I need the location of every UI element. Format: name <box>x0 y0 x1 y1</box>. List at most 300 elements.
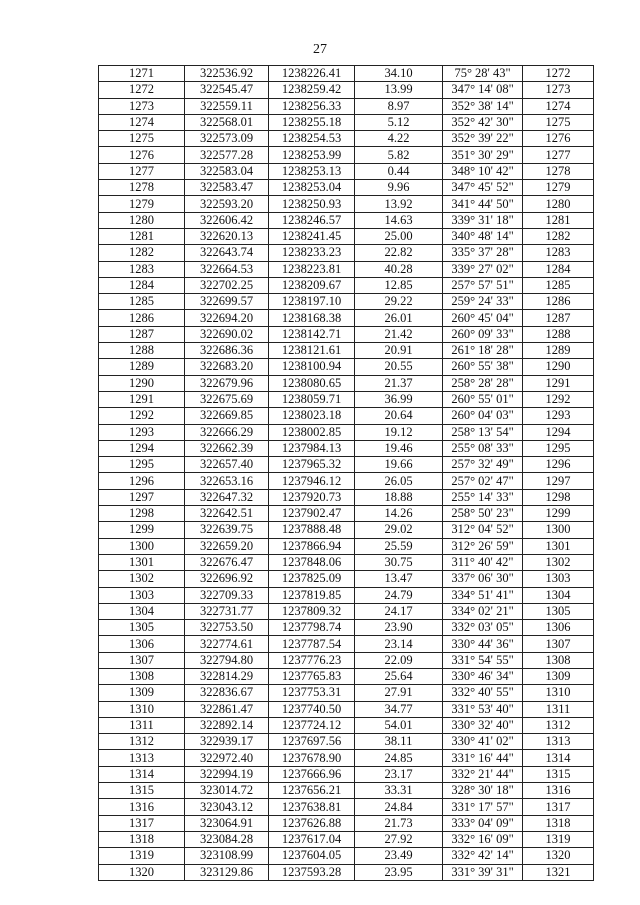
point-number-cell: 1317 <box>99 815 185 831</box>
next-point-number-cell: 1308 <box>523 652 594 668</box>
x-coordinate-cell: 322669.85 <box>185 408 269 424</box>
distance-cell: 20.55 <box>355 359 443 375</box>
table-row <box>99 294 594 310</box>
distance-cell: 20.64 <box>355 408 443 424</box>
bearing-cell: 330° 41' 02" <box>443 734 523 750</box>
table-row <box>99 522 594 538</box>
y-coordinate-cell: 1237888.48 <box>269 522 355 538</box>
bearing-cell: 258° 50' 23" <box>443 506 523 522</box>
y-coordinate-cell: 1237626.88 <box>269 815 355 831</box>
point-number-cell: 1299 <box>99 522 185 538</box>
point-number-cell: 1281 <box>99 228 185 244</box>
bearing-cell: 331° 54' 55" <box>443 652 523 668</box>
next-point-number-cell: 1280 <box>523 196 594 212</box>
next-point-number-cell: 1304 <box>523 587 594 603</box>
table-row <box>99 538 594 554</box>
next-point-number-cell: 1286 <box>523 294 594 310</box>
next-point-number-cell: 1321 <box>523 864 594 880</box>
x-coordinate-cell: 323129.86 <box>185 864 269 880</box>
y-coordinate-cell: 1237617.04 <box>269 831 355 847</box>
x-coordinate-cell: 323064.91 <box>185 815 269 831</box>
point-number-cell: 1288 <box>99 343 185 359</box>
next-point-number-cell: 1279 <box>523 180 594 196</box>
table-row <box>99 815 594 831</box>
x-coordinate-cell: 322639.75 <box>185 522 269 538</box>
y-coordinate-cell: 1237724.12 <box>269 717 355 733</box>
y-coordinate-cell: 1238241.45 <box>269 228 355 244</box>
distance-cell: 12.85 <box>355 277 443 293</box>
bearing-cell: 260° 45' 04" <box>443 310 523 326</box>
bearing-cell: 312° 26' 59" <box>443 538 523 554</box>
point-number-cell: 1286 <box>99 310 185 326</box>
y-coordinate-cell: 1237946.12 <box>269 473 355 489</box>
distance-cell: 54.01 <box>355 717 443 733</box>
y-coordinate-cell: 1237604.05 <box>269 848 355 864</box>
table-row <box>99 212 594 228</box>
x-coordinate-cell: 322577.28 <box>185 147 269 163</box>
bearing-cell: 311° 40' 42" <box>443 554 523 570</box>
next-point-number-cell: 1297 <box>523 473 594 489</box>
bearing-cell: 255° 14' 33" <box>443 489 523 505</box>
bearing-cell: 335° 37' 28" <box>443 245 523 261</box>
y-coordinate-cell: 1238168.38 <box>269 310 355 326</box>
bearing-cell: 334° 51' 41" <box>443 587 523 603</box>
table-row <box>99 701 594 717</box>
y-coordinate-cell: 1238255.18 <box>269 114 355 130</box>
x-coordinate-cell: 322606.42 <box>185 212 269 228</box>
table-row <box>99 831 594 847</box>
x-coordinate-cell: 322659.20 <box>185 538 269 554</box>
table-row <box>99 180 594 196</box>
x-coordinate-cell: 322643.74 <box>185 245 269 261</box>
table-row <box>99 620 594 636</box>
distance-cell: 23.14 <box>355 636 443 652</box>
y-coordinate-cell: 1237902.47 <box>269 506 355 522</box>
x-coordinate-cell: 322583.04 <box>185 163 269 179</box>
bearing-cell: 257° 32' 49" <box>443 457 523 473</box>
next-point-number-cell: 1313 <box>523 734 594 750</box>
table-row <box>99 717 594 733</box>
bearing-cell: 340° 48' 14" <box>443 228 523 244</box>
bearing-cell: 332° 16' 09" <box>443 831 523 847</box>
y-coordinate-cell: 1237984.13 <box>269 440 355 456</box>
distance-cell: 18.88 <box>355 489 443 505</box>
bearing-cell: 352° 42' 30" <box>443 114 523 130</box>
x-coordinate-cell: 322679.96 <box>185 375 269 391</box>
point-number-cell: 1294 <box>99 440 185 456</box>
point-number-cell: 1291 <box>99 391 185 407</box>
x-coordinate-cell: 322696.92 <box>185 571 269 587</box>
distance-cell: 29.02 <box>355 522 443 538</box>
next-point-number-cell: 1296 <box>523 457 594 473</box>
y-coordinate-cell: 1237753.31 <box>269 685 355 701</box>
y-coordinate-cell: 1237740.50 <box>269 701 355 717</box>
bearing-cell: 337° 06' 30" <box>443 571 523 587</box>
distance-cell: 5.82 <box>355 147 443 163</box>
next-point-number-cell: 1306 <box>523 620 594 636</box>
bearing-cell: 348° 10' 42" <box>443 163 523 179</box>
distance-cell: 29.22 <box>355 294 443 310</box>
distance-cell: 13.47 <box>355 571 443 587</box>
distance-cell: 14.26 <box>355 506 443 522</box>
table-row <box>99 391 594 407</box>
bearing-cell: 332° 03' 05" <box>443 620 523 636</box>
table-row <box>99 196 594 212</box>
point-number-cell: 1302 <box>99 571 185 587</box>
bearing-cell: 331° 16' 44" <box>443 750 523 766</box>
point-number-cell: 1304 <box>99 603 185 619</box>
point-number-cell: 1308 <box>99 668 185 684</box>
bearing-cell: 352° 39' 22" <box>443 131 523 147</box>
point-number-cell: 1274 <box>99 114 185 130</box>
y-coordinate-cell: 1238253.04 <box>269 180 355 196</box>
y-coordinate-cell: 1238059.71 <box>269 391 355 407</box>
table-row <box>99 489 594 505</box>
distance-cell: 38.11 <box>355 734 443 750</box>
x-coordinate-cell: 322657.40 <box>185 457 269 473</box>
table-row <box>99 799 594 815</box>
y-coordinate-cell: 1237765.83 <box>269 668 355 684</box>
point-number-cell: 1313 <box>99 750 185 766</box>
x-coordinate-cell: 322559.11 <box>185 98 269 114</box>
bearing-cell: 330° 32' 40" <box>443 717 523 733</box>
distance-cell: 22.09 <box>355 652 443 668</box>
table-row <box>99 864 594 880</box>
distance-cell: 13.99 <box>355 82 443 98</box>
distance-cell: 14.63 <box>355 212 443 228</box>
next-point-number-cell: 1274 <box>523 98 594 114</box>
x-coordinate-cell: 322536.92 <box>185 66 269 82</box>
distance-cell: 23.90 <box>355 620 443 636</box>
table-row <box>99 668 594 684</box>
next-point-number-cell: 1307 <box>523 636 594 652</box>
x-coordinate-cell: 322753.50 <box>185 620 269 636</box>
distance-cell: 21.37 <box>355 375 443 391</box>
next-point-number-cell: 1277 <box>523 147 594 163</box>
point-number-cell: 1273 <box>99 98 185 114</box>
next-point-number-cell: 1272 <box>523 66 594 82</box>
next-point-number-cell: 1303 <box>523 571 594 587</box>
y-coordinate-cell: 1238254.53 <box>269 131 355 147</box>
next-point-number-cell: 1281 <box>523 212 594 228</box>
y-coordinate-cell: 1237678.90 <box>269 750 355 766</box>
next-point-number-cell: 1300 <box>523 522 594 538</box>
bearing-cell: 334° 02' 21" <box>443 603 523 619</box>
table-row <box>99 848 594 864</box>
bearing-cell: 351° 30' 29" <box>443 147 523 163</box>
point-number-cell: 1287 <box>99 326 185 342</box>
next-point-number-cell: 1292 <box>523 391 594 407</box>
table-row <box>99 424 594 440</box>
table-row <box>99 408 594 424</box>
table-row <box>99 98 594 114</box>
distance-cell: 30.75 <box>355 554 443 570</box>
next-point-number-cell: 1311 <box>523 701 594 717</box>
point-number-cell: 1301 <box>99 554 185 570</box>
point-number-cell: 1315 <box>99 783 185 799</box>
y-coordinate-cell: 1237920.73 <box>269 489 355 505</box>
distance-cell: 36.99 <box>355 391 443 407</box>
point-number-cell: 1272 <box>99 82 185 98</box>
y-coordinate-cell: 1238259.42 <box>269 82 355 98</box>
x-coordinate-cell: 322545.47 <box>185 82 269 98</box>
point-number-cell: 1311 <box>99 717 185 733</box>
next-point-number-cell: 1298 <box>523 489 594 505</box>
distance-cell: 23.49 <box>355 848 443 864</box>
table-row <box>99 375 594 391</box>
bearing-cell: 352° 38' 14" <box>443 98 523 114</box>
distance-cell: 34.10 <box>355 66 443 82</box>
x-coordinate-cell: 322892.14 <box>185 717 269 733</box>
point-number-cell: 1296 <box>99 473 185 489</box>
next-point-number-cell: 1319 <box>523 831 594 847</box>
point-number-cell: 1290 <box>99 375 185 391</box>
point-number-cell: 1305 <box>99 620 185 636</box>
bearing-cell: 347° 45' 52" <box>443 180 523 196</box>
x-coordinate-cell: 322939.17 <box>185 734 269 750</box>
next-point-number-cell: 1284 <box>523 261 594 277</box>
next-point-number-cell: 1282 <box>523 228 594 244</box>
x-coordinate-cell: 322642.51 <box>185 506 269 522</box>
point-number-cell: 1310 <box>99 701 185 717</box>
x-coordinate-cell: 323014.72 <box>185 783 269 799</box>
x-coordinate-cell: 322573.09 <box>185 131 269 147</box>
bearing-cell: 339° 27' 02" <box>443 261 523 277</box>
y-coordinate-cell: 1238250.93 <box>269 196 355 212</box>
x-coordinate-cell: 322620.13 <box>185 228 269 244</box>
y-coordinate-cell: 1237593.28 <box>269 864 355 880</box>
x-coordinate-cell: 322686.36 <box>185 343 269 359</box>
next-point-number-cell: 1305 <box>523 603 594 619</box>
next-point-number-cell: 1285 <box>523 277 594 293</box>
x-coordinate-cell: 323084.28 <box>185 831 269 847</box>
y-coordinate-cell: 1237656.21 <box>269 783 355 799</box>
x-coordinate-cell: 322653.16 <box>185 473 269 489</box>
bearing-cell: 332° 21' 44" <box>443 766 523 782</box>
point-number-cell: 1309 <box>99 685 185 701</box>
next-point-number-cell: 1276 <box>523 131 594 147</box>
x-coordinate-cell: 322814.29 <box>185 668 269 684</box>
next-point-number-cell: 1315 <box>523 766 594 782</box>
bearing-cell: 257° 57' 51" <box>443 277 523 293</box>
point-number-cell: 1306 <box>99 636 185 652</box>
x-coordinate-cell: 322972.40 <box>185 750 269 766</box>
distance-cell: 0.44 <box>355 163 443 179</box>
table-row <box>99 734 594 750</box>
x-coordinate-cell: 322702.25 <box>185 277 269 293</box>
table-row <box>99 457 594 473</box>
x-coordinate-cell: 322666.29 <box>185 424 269 440</box>
table-row <box>99 440 594 456</box>
table-row <box>99 310 594 326</box>
bearing-cell: 330° 44' 36" <box>443 636 523 652</box>
bearing-cell: 255° 08' 33" <box>443 440 523 456</box>
y-coordinate-cell: 1238256.33 <box>269 98 355 114</box>
y-coordinate-cell: 1237697.56 <box>269 734 355 750</box>
bearing-cell: 312° 04' 52" <box>443 522 523 538</box>
bearing-cell: 259° 24' 33" <box>443 294 523 310</box>
y-coordinate-cell: 1237638.81 <box>269 799 355 815</box>
x-coordinate-cell: 322676.47 <box>185 554 269 570</box>
table-row <box>99 603 594 619</box>
point-number-cell: 1316 <box>99 799 185 815</box>
x-coordinate-cell: 322774.61 <box>185 636 269 652</box>
y-coordinate-cell: 1238197.10 <box>269 294 355 310</box>
distance-cell: 34.77 <box>355 701 443 717</box>
distance-cell: 24.79 <box>355 587 443 603</box>
y-coordinate-cell: 1238002.85 <box>269 424 355 440</box>
bearing-cell: 260° 55' 01" <box>443 391 523 407</box>
table-row <box>99 343 594 359</box>
next-point-number-cell: 1310 <box>523 685 594 701</box>
point-number-cell: 1293 <box>99 424 185 440</box>
x-coordinate-cell: 323108.99 <box>185 848 269 864</box>
point-number-cell: 1314 <box>99 766 185 782</box>
x-coordinate-cell: 322583.47 <box>185 180 269 196</box>
table-row <box>99 163 594 179</box>
x-coordinate-cell: 322836.67 <box>185 685 269 701</box>
point-number-cell: 1289 <box>99 359 185 375</box>
table-row <box>99 750 594 766</box>
table-row <box>99 652 594 668</box>
table-row <box>99 506 594 522</box>
next-point-number-cell: 1309 <box>523 668 594 684</box>
distance-cell: 24.17 <box>355 603 443 619</box>
table-row <box>99 326 594 342</box>
distance-cell: 26.01 <box>355 310 443 326</box>
next-point-number-cell: 1299 <box>523 506 594 522</box>
next-point-number-cell: 1301 <box>523 538 594 554</box>
distance-cell: 27.91 <box>355 685 443 701</box>
y-coordinate-cell: 1238253.13 <box>269 163 355 179</box>
distance-cell: 40.28 <box>355 261 443 277</box>
y-coordinate-cell: 1237798.74 <box>269 620 355 636</box>
x-coordinate-cell: 322568.01 <box>185 114 269 130</box>
table-row <box>99 261 594 277</box>
y-coordinate-cell: 1237848.06 <box>269 554 355 570</box>
next-point-number-cell: 1294 <box>523 424 594 440</box>
bearing-cell: 330° 46' 34" <box>443 668 523 684</box>
next-point-number-cell: 1318 <box>523 815 594 831</box>
point-number-cell: 1278 <box>99 180 185 196</box>
bearing-cell: 260° 04' 03" <box>443 408 523 424</box>
y-coordinate-cell: 1237809.32 <box>269 603 355 619</box>
point-number-cell: 1320 <box>99 864 185 880</box>
point-number-cell: 1319 <box>99 848 185 864</box>
distance-cell: 23.17 <box>355 766 443 782</box>
distance-cell: 22.82 <box>355 245 443 261</box>
table-row <box>99 359 594 375</box>
x-coordinate-cell: 322593.20 <box>185 196 269 212</box>
point-number-cell: 1303 <box>99 587 185 603</box>
y-coordinate-cell: 1238209.67 <box>269 277 355 293</box>
table-row <box>99 245 594 261</box>
bearing-cell: 339° 31' 18" <box>443 212 523 228</box>
x-coordinate-cell: 322664.53 <box>185 261 269 277</box>
point-number-cell: 1307 <box>99 652 185 668</box>
point-number-cell: 1282 <box>99 245 185 261</box>
point-number-cell: 1295 <box>99 457 185 473</box>
x-coordinate-cell: 322709.33 <box>185 587 269 603</box>
point-number-cell: 1298 <box>99 506 185 522</box>
distance-cell: 5.12 <box>355 114 443 130</box>
bearing-cell: 260° 55' 38" <box>443 359 523 375</box>
table-row <box>99 766 594 782</box>
y-coordinate-cell: 1238121.61 <box>269 343 355 359</box>
point-number-cell: 1284 <box>99 277 185 293</box>
point-number-cell: 1285 <box>99 294 185 310</box>
bearing-cell: 258° 13' 54" <box>443 424 523 440</box>
distance-cell: 25.64 <box>355 668 443 684</box>
next-point-number-cell: 1316 <box>523 783 594 799</box>
bearing-cell: 347° 14' 08" <box>443 82 523 98</box>
y-coordinate-cell: 1237965.32 <box>269 457 355 473</box>
point-number-cell: 1297 <box>99 489 185 505</box>
y-coordinate-cell: 1238100.94 <box>269 359 355 375</box>
table-row <box>99 636 594 652</box>
bearing-cell: 331° 39' 31" <box>443 864 523 880</box>
y-coordinate-cell: 1238223.81 <box>269 261 355 277</box>
table-row <box>99 685 594 701</box>
distance-cell: 26.05 <box>355 473 443 489</box>
bearing-cell: 257° 02' 47" <box>443 473 523 489</box>
point-number-cell: 1271 <box>99 66 185 82</box>
x-coordinate-cell: 322683.20 <box>185 359 269 375</box>
bearing-cell: 332° 42' 14" <box>443 848 523 864</box>
y-coordinate-cell: 1237819.85 <box>269 587 355 603</box>
point-number-cell: 1292 <box>99 408 185 424</box>
x-coordinate-cell: 322861.47 <box>185 701 269 717</box>
next-point-number-cell: 1287 <box>523 310 594 326</box>
next-point-number-cell: 1290 <box>523 359 594 375</box>
table-row <box>99 228 594 244</box>
page-number: 27 <box>313 42 327 57</box>
table-body <box>99 66 594 881</box>
bearing-cell: 333° 04' 09" <box>443 815 523 831</box>
point-number-cell: 1276 <box>99 147 185 163</box>
table-row <box>99 277 594 293</box>
distance-cell: 23.95 <box>355 864 443 880</box>
distance-cell: 13.92 <box>355 196 443 212</box>
coordinates-table <box>98 65 594 881</box>
next-point-number-cell: 1273 <box>523 82 594 98</box>
next-point-number-cell: 1278 <box>523 163 594 179</box>
y-coordinate-cell: 1237787.54 <box>269 636 355 652</box>
table-row <box>99 571 594 587</box>
next-point-number-cell: 1283 <box>523 245 594 261</box>
y-coordinate-cell: 1237666.96 <box>269 766 355 782</box>
x-coordinate-cell: 322994.19 <box>185 766 269 782</box>
distance-cell: 25.00 <box>355 228 443 244</box>
distance-cell: 19.12 <box>355 424 443 440</box>
y-coordinate-cell: 1238080.65 <box>269 375 355 391</box>
point-number-cell: 1280 <box>99 212 185 228</box>
point-number-cell: 1318 <box>99 831 185 847</box>
next-point-number-cell: 1289 <box>523 343 594 359</box>
x-coordinate-cell: 322731.77 <box>185 603 269 619</box>
next-point-number-cell: 1293 <box>523 408 594 424</box>
bearing-cell: 341° 44' 50" <box>443 196 523 212</box>
distance-cell: 8.97 <box>355 98 443 114</box>
table-row <box>99 131 594 147</box>
x-coordinate-cell: 322699.57 <box>185 294 269 310</box>
distance-cell: 19.46 <box>355 440 443 456</box>
bearing-cell: 331° 17' 57" <box>443 799 523 815</box>
next-point-number-cell: 1288 <box>523 326 594 342</box>
y-coordinate-cell: 1238142.71 <box>269 326 355 342</box>
bearing-cell: 331° 53' 40" <box>443 701 523 717</box>
point-number-cell: 1275 <box>99 131 185 147</box>
